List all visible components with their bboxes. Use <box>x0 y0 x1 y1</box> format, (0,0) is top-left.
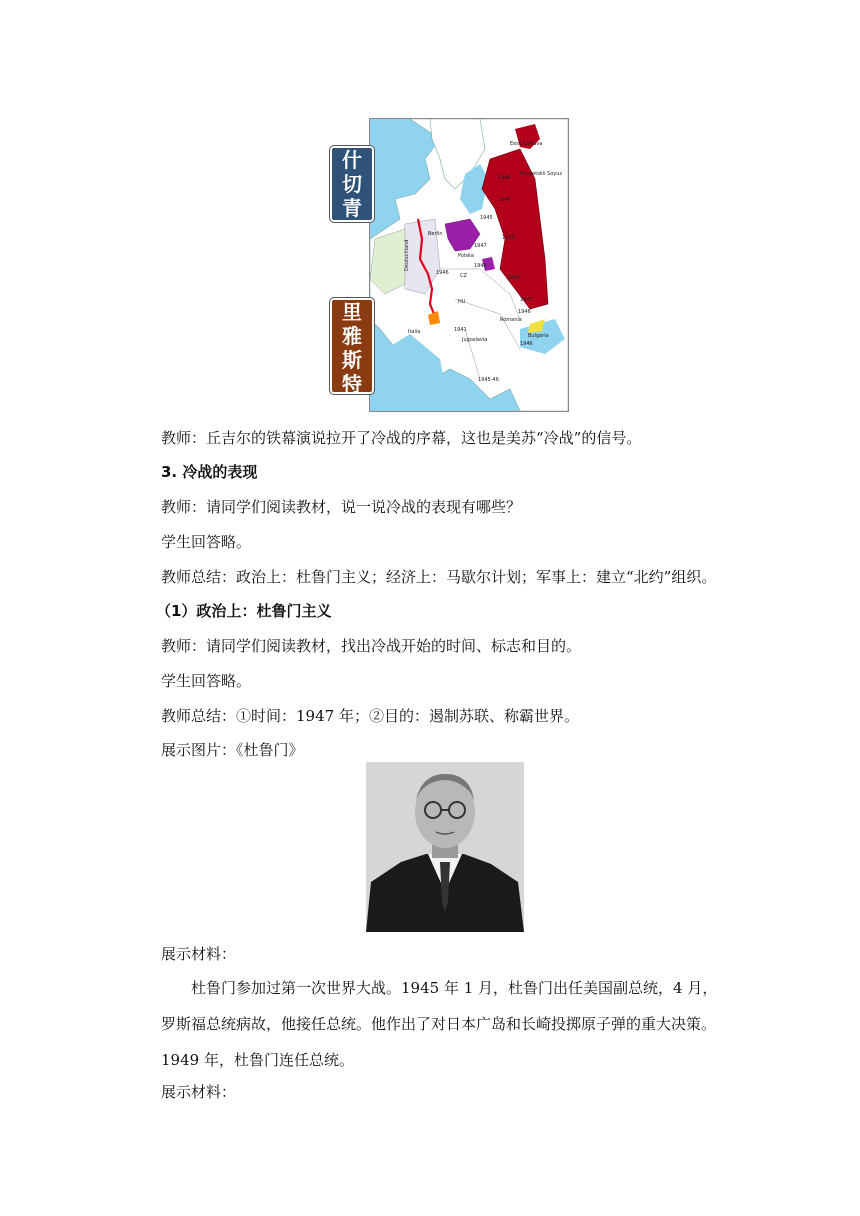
label-year: 1941 <box>454 327 467 333</box>
paragraph: 展示图片：《杜鲁门》 <box>161 741 304 759</box>
europe-map <box>370 119 568 411</box>
callout-szczecin-label: 什切青 <box>342 148 362 220</box>
label-year: 1946 <box>508 275 521 281</box>
label-year: 1947 <box>474 243 487 249</box>
label-year: 1940 <box>498 175 511 181</box>
label-year: 1946 <box>436 270 449 276</box>
paragraph: 教师总结：政治上：杜鲁门主义；经济上：马歇尔计划；军事上：建立“北约”组织。 <box>161 568 717 586</box>
paragraph: 学生回答略。 <box>161 672 252 690</box>
subsection-heading: （1）政治上：杜鲁门主义 <box>156 602 332 620</box>
label-bulgaria: Bulgaria <box>528 333 549 339</box>
label-soviet: Sovyetskii Soyuz <box>520 171 563 177</box>
label-estonia: Eesti/Lietuva <box>510 141 543 147</box>
label-year: 1940 <box>498 197 511 203</box>
europe-map-figure <box>369 118 569 412</box>
label-romania: Romania <box>500 317 522 323</box>
paragraph: 展示材料： <box>161 945 237 963</box>
callout-trieste-label: 里雅斯特 <box>342 300 362 396</box>
section-heading: 3. 冷战的表现 <box>161 463 258 481</box>
label-year: 1946 <box>520 341 533 347</box>
truman-portrait <box>366 762 524 932</box>
callout-szczecin <box>330 146 374 222</box>
label-year: 1939 <box>502 235 515 241</box>
label-jugoslavia: Jugoslavia <box>462 337 488 343</box>
label-year: 1945 <box>480 215 493 221</box>
paragraph: 展示材料： <box>161 1083 237 1101</box>
paragraph: 教师：请同学们阅读教材，说一说冷战的表现有哪些？ <box>161 498 522 516</box>
label-year: 1948 <box>474 263 487 269</box>
callout-trieste <box>330 298 374 394</box>
label-polska: Polska <box>458 253 474 259</box>
paragraph: 学生回答略。 <box>161 533 252 551</box>
paragraph: 教师总结：①时间：1947 年；②目的：遏制苏联、称霸世界。 <box>161 707 579 725</box>
material-paragraph <box>161 970 731 1078</box>
paragraph: 教师：请同学们阅读教材，找出冷战开始的时间、标志和目的。 <box>161 637 582 655</box>
label-italia: Italia <box>408 329 421 335</box>
label-berlin: Berlin <box>428 231 443 237</box>
label-year: 1947 <box>520 297 533 303</box>
label-year: 1946 <box>518 309 531 315</box>
label-year: 1945-46 <box>478 377 499 383</box>
label-deutschland: Deutschland <box>404 239 410 271</box>
label-hu: HU <box>458 299 466 305</box>
truman-photo <box>366 762 524 932</box>
paragraph: 教师：丘吉尔的铁幕演说拉开了冷战的序幕，这也是美苏“冷战”的信号。 <box>161 429 642 447</box>
label-cz: CZ <box>460 273 467 279</box>
material-text: 杜鲁门参加过第一次世界大战。1945 年 1 月，杜鲁门出任美国副总统，4 月，罗斯福总统病故，他接任总统。他作出了对日本广岛和长崎投掷原子弹的重大决策。1949 年，杜鲁门连任总统。 <box>161 979 718 1069</box>
